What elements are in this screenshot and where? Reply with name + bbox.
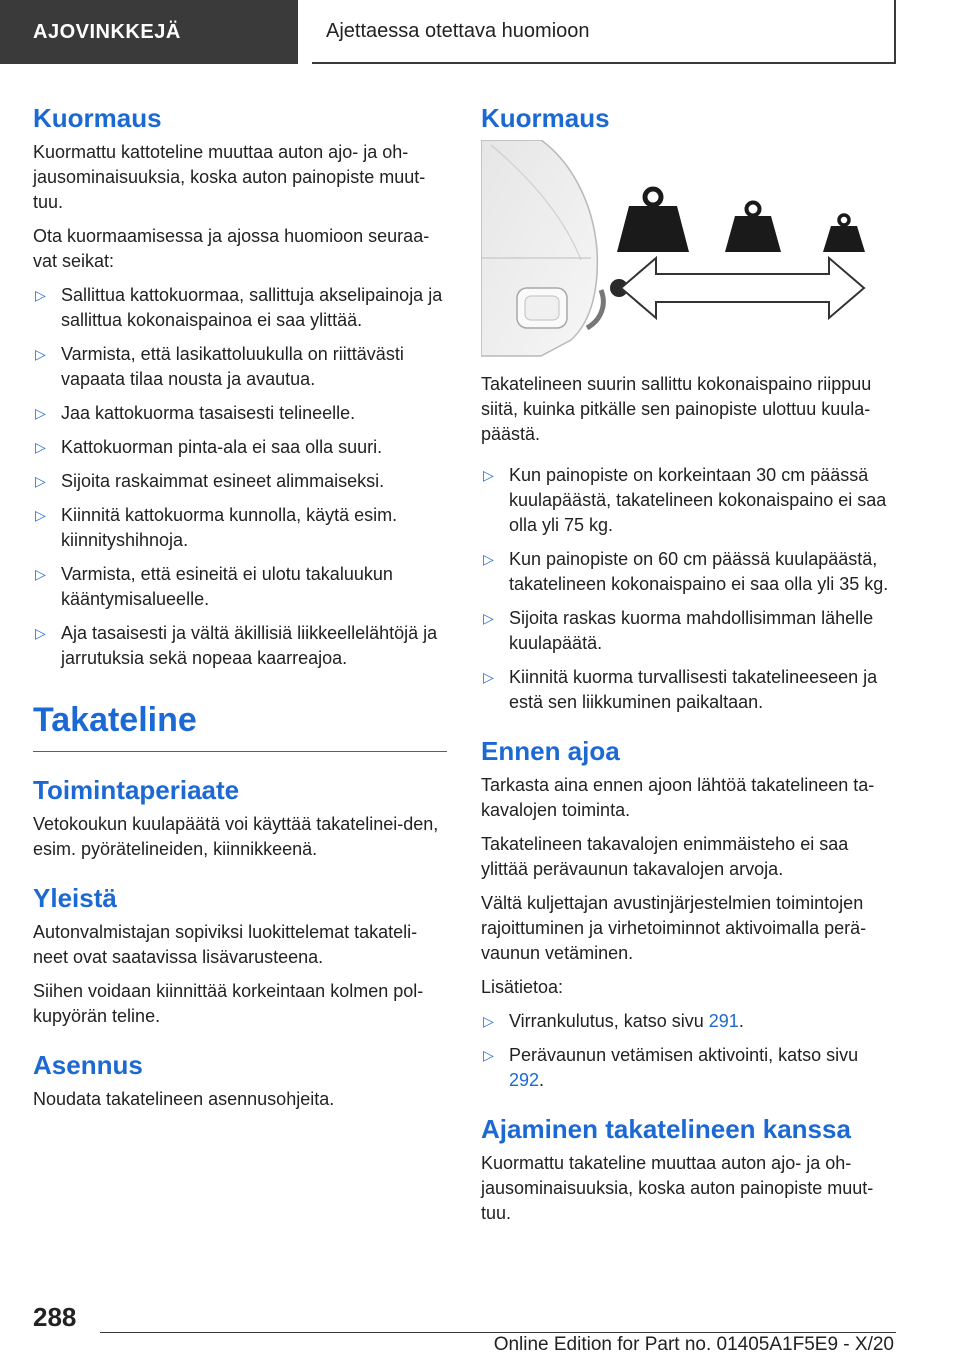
header-subsection-label: Ajettaessa otettava huomioon: [326, 19, 590, 42]
section-ajaminen: [481, 1111, 897, 1226]
paragraph: Takatelineen takavalojen enimmäisteho ei saa ylittää perävaunun takavalojen arvoja.: [481, 834, 849, 879]
section-ennen-ajoa: [481, 733, 897, 1093]
bullet-list: [33, 283, 447, 671]
paragraph: Vetokoukun kuulapäätä voi käyttää takatelinei-den, esim. pyörätelineiden, kiinnikkeenä.: [33, 814, 439, 859]
footer-edition: Online Edition for Part no. 01405A1F5E9 - X/20: [493, 1334, 894, 1355]
heading-ennen-ajoa: Ennen ajoa: [481, 736, 620, 766]
heading-toimintaperiaate: Toimintaperiaate: [33, 775, 240, 805]
heading-takateline: Takateline: [33, 697, 447, 752]
list-item: ▷ Aja tasaisesti ja vältä äkillisiä liikkeellelähtöjä ja jarrutuksia sekä nopeaa kaarreajoa.: [35, 623, 438, 668]
list-item: ▷ Kattokuorman pinta-ala ei saa olla suuri.: [33, 435, 447, 460]
list-item: ▷ Kiinnitä kattokuorma kunnolla, käytä esim. kiinnityshihnoja.: [35, 505, 398, 550]
header-section: [0, 0, 298, 64]
weight-large-icon: [617, 189, 689, 252]
triangle-bullet-icon: ▷: [35, 287, 46, 303]
weight-small-icon: [823, 215, 865, 252]
section-kuormaus-rack: [481, 100, 897, 715]
triangle-bullet-icon: ▷: [483, 669, 494, 685]
heading-kuormaus: Kuormaus: [481, 103, 610, 133]
heading-yleista: Yleistä: [33, 883, 117, 913]
section-yleista: [33, 880, 447, 1029]
footer-rule: [100, 1332, 896, 1333]
list-item: ▷ Varmista, että esineitä ei ulotu takaluukun kääntymisalueelle.: [35, 564, 393, 609]
list-item: ▷ Sallittua kattokuormaa, sallittuja akselipainoja ja sallittua kokonaispainoa ei saa ylittää.: [35, 285, 443, 330]
section-asennus: [33, 1047, 447, 1112]
heading-kuormaus: Kuormaus: [33, 103, 162, 133]
right-column: [481, 100, 897, 1235]
section-kuormaus-roof: [33, 100, 447, 671]
header-subsection: [312, 0, 896, 64]
triangle-bullet-icon: ▷: [35, 507, 46, 523]
list-item: ▷ Kun painopiste on 60 cm päässä kuulapäästä, takatelineen kokonaispaino ei saa olla yli 35 kg.: [483, 549, 889, 594]
list-item: ▷ Sijoita raskaimmat esineet alimmaiseksi.: [33, 469, 447, 494]
triangle-bullet-icon: ▷: [483, 467, 494, 483]
triangle-bullet-icon: ▷: [483, 610, 494, 626]
triangle-bullet-icon: ▷: [483, 1013, 494, 1029]
page-link-291[interactable]: 291: [708, 1011, 739, 1031]
list-item: ▷ Kun painopiste on korkeintaan 30 cm päässä kuulapäästä, takatelineen kokonaispaino ei saa olla yli 75 kg.: [483, 465, 887, 535]
list-item: ▷ Sijoita raskas kuorma mahdollisimman lähelle kuulapäätä.: [483, 608, 874, 653]
reference-list: [481, 1009, 897, 1093]
paragraph: Ota kuormaamisessa ja ajossa huomioon seuraa-vat seikat:: [33, 226, 430, 271]
triangle-bullet-icon: ▷: [35, 473, 46, 489]
list-item: ▷ Varmista, että lasikattoluukulla on riittävästi vapaata tilaa nousta ja avautua.: [35, 344, 404, 389]
triangle-bullet-icon: ▷: [35, 439, 46, 455]
load-weight-illustration: [481, 140, 897, 360]
triangle-bullet-icon: ▷: [35, 566, 46, 582]
bullet-list: [481, 463, 897, 715]
section-toimintaperiaate: [33, 772, 447, 862]
paragraph: Lisätietoa:: [481, 977, 564, 997]
header-section-label: AJOVINKKEJÄ: [33, 20, 181, 43]
page-number: 288: [33, 1302, 77, 1332]
reference-item: ▷ Perävaunun vetämisen aktivointi, katso sivu 292.: [483, 1045, 859, 1090]
heading-asennus: Asennus: [33, 1050, 143, 1080]
paragraph: Kuormattu kattoteline muuttaa auton ajo- ja oh-jausominaisuuksia, koska auton painopiste muut-tuu.: [33, 142, 426, 212]
heading-ajaminen: Ajaminen takatelineen kanssa: [481, 1114, 851, 1144]
paragraph: Vältä kuljettajan avustinjärjestelmien toimintojen rajoittuminen ja virhetoiminnot aktivoimalla perä-vaunun vetäminen.: [481, 893, 867, 963]
left-column: [33, 100, 447, 1121]
paragraph: Tarkasta aina ennen ajoon lähtöä takatelineen ta-kavalojen toiminta.: [481, 775, 875, 820]
triangle-bullet-icon: ▷: [483, 1047, 494, 1063]
triangle-bullet-icon: ▷: [35, 405, 46, 421]
paragraph: Takatelineen suurin sallittu kokonaispaino riippuu siitä, kuinka pitkälle sen painopiste ulottuu kuula-päästä.: [481, 374, 872, 444]
paragraph: Siihen voidaan kiinnittää korkeintaan kolmen pol-kupyörän teline.: [33, 981, 424, 1026]
paragraph: Kuormattu takateline muuttaa auton ajo- ja oh-jausominaisuuksia, koska auton painopiste muut-tuu.: [481, 1153, 874, 1223]
triangle-bullet-icon: ▷: [483, 551, 494, 567]
page-link-292[interactable]: 292: [509, 1070, 540, 1090]
weight-medium-icon: [725, 203, 781, 253]
reference-item: ▷ Virrankulutus, katso sivu 291.: [481, 1009, 897, 1034]
triangle-bullet-icon: ▷: [35, 346, 46, 362]
list-item: ▷ Kiinnitä kuorma turvallisesti takatelineeseen ja estä sen liikkuminen paikaltaan.: [483, 667, 878, 712]
list-item: ▷ Jaa kattokuorma tasaisesti telineelle.: [33, 401, 447, 426]
triangle-bullet-icon: ▷: [35, 625, 46, 641]
paragraph: Autonvalmistajan sopiviksi luokittelemat takateli-neet ovat saatavissa lisävarusteena.: [33, 922, 418, 967]
paragraph: Noudata takatelineen asennusohjeita.: [33, 1089, 335, 1109]
